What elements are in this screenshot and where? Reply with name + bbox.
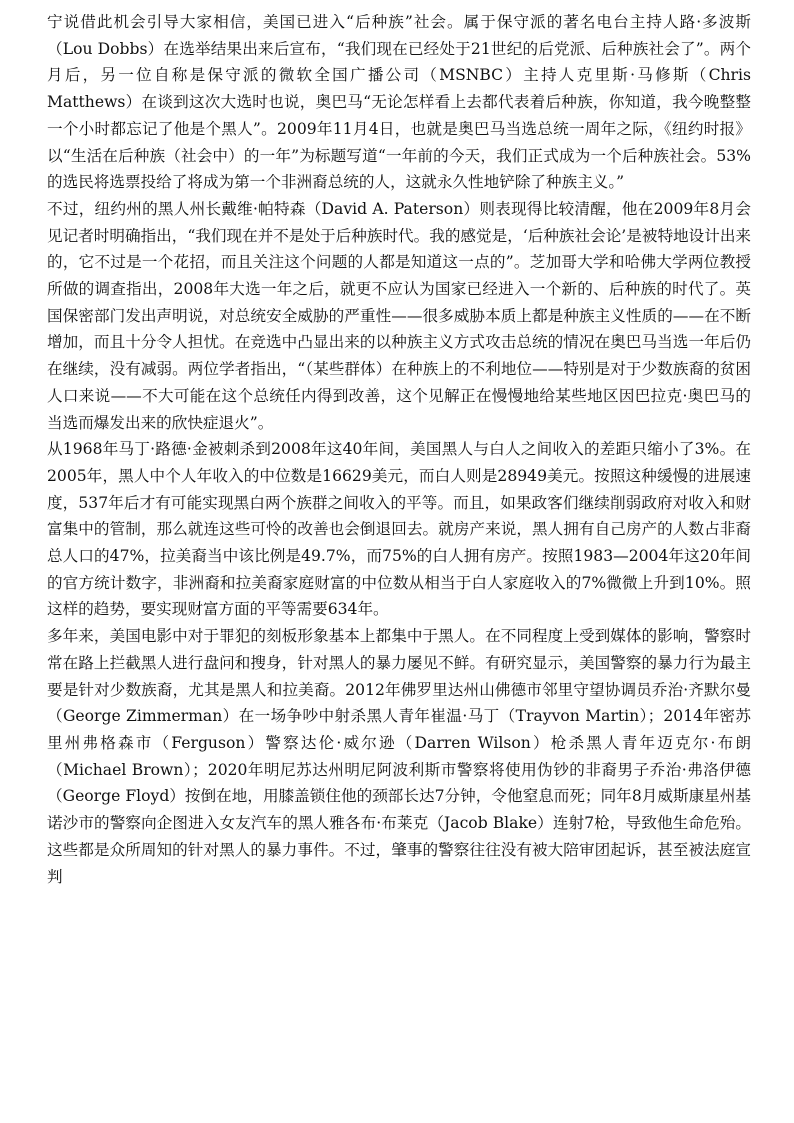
paragraph-2: 不过，纽约州的黑人州长戴维·帕特森（David A. Paterson）则表现得比较清醒，他在2009年8月会见记者时明确指出，“我们现在并不是处于后种族时代。我的感觉是，‘后种族社会论’是被特地设计出来的，它不过是一个花招，而且关注这个问题的人都是知道这一点的”。芝加哥大学和哈佛大学两位教授所做的调查指出，2008年大选一年之后，就更不应认为国家已经进入一个新的、后种族的时代了。英国保密部门发出声明说，对总统安全威胁的严重性——很多威胁本质上都是种族主义性质的——在不断增加，而且十分令人担忧。在竞选中凸显出来的以种族主义方式攻击总统的情况在奥巴马当选一年后仍在继续，没有减弱。两位学者指出，“（某些群体）在种族上的不利地位——特别是对于少数族裔的贫困人口来说——不大可能在这个总统任内得到改善，这个见解正在慢慢地给某些地区因巴拉克·奥巴马的当选而爆发出来的欣快症退火”。 [47,199,751,432]
paragraph-1: 宁说借此机会引导大家相信，美国已进入“后种族”社会。属于保守派的著名电台主持人路·多波斯（Lou Dobbs）在选举结果出来后宣布，“我们现在已经处于21世纪的后党派、后种族社会了”。两个月后，另一位自称是保守派的微软全国广播公司（MSNBC）主持人克里斯·马修斯（Chris Matthews）在谈到这次大选时也说，奥巴马“无论怎样看上去都代表着后种族，你知道，我今晚整整一个小时都忘记了他是个黑人”。2009年11月4日，也就是奥巴马当选总统一周年之际，《纽约时报》以“生活在后种族（社会中）的一年”为标题写道“一年前的今天，我们正式成为一个后种族社会。53%的选民将选票投给了将成为第一个非洲裔总统的人，这就永久性地铲除了种族主义。” [47,13,751,192]
document-body [47,0,751,890]
paragraph-4: 多年来，美国电影中对于罪犯的刻板形象基本上都集中于黑人。在不同程度上受到媒体的影响，警察时常在路上拦截黑人进行盘问和搜身，针对黑人的暴力屡见不鲜。有研究显示，美国警察的暴力行为最主要是针对少数族裔，尤其是黑人和拉美裔。2012年佛罗里达州山佛德市邻里守望协调员乔治·齐默尔曼（George Zimmerman）在一场争吵中射杀黑人青年崔温·马丁（Trayvon Martin）；2014年密苏里州弗格森市（Ferguson）警察达伦·威尔逊（Darren Wilson）枪杀黑人青年迈克尔·布朗（Michael Brown）；2020年明尼苏达州明尼阿波利斯市警察将使用伪钞的非裔男子乔治·弗洛伊德（George Floyd）按倒在地，用膝盖锁住他的颈部长达7分钟，令他窒息而死；同年8月威斯康星州基诺沙市的警察向企图进入女友汽车的黑人雅各布·布莱克（Jacob Blake）连射7枪，导致他生命危殆。这些都是众所周知的针对黑人的暴力事件。不过，肇事的警察往往没有被大陪审团起诉，甚至被法庭宣判 [47,627,751,886]
paragraph-3: 从1968年马丁·路德·金被刺杀到2008年这40年间，美国黑人与白人之间收入的差距只缩小了3%。在2005年，黑人中个人年收入的中位数是16629美元，而白人则是28949美元。按照这种缓慢的进展速度，537年后才有可能实现黑白两个族群之间收入的平等。而且，如果政客们继续削弱政府对收入和财富集中的管制，那么就连这些可怜的改善也会倒退回去。就房产来说，黑人拥有自己房产的人数占非裔总人口的47%，拉美裔当中该比例是49.7%，而75%的白人拥有房产。按照1983—2004年这20年间的官方统计数字，非洲裔和拉美裔家庭财富的中位数从相当于白人家庭收入的7%微微上升到10%。照这样的趋势，要实现财富方面的平等需要634年。 [47,440,751,619]
document-page [47,0,751,1123]
